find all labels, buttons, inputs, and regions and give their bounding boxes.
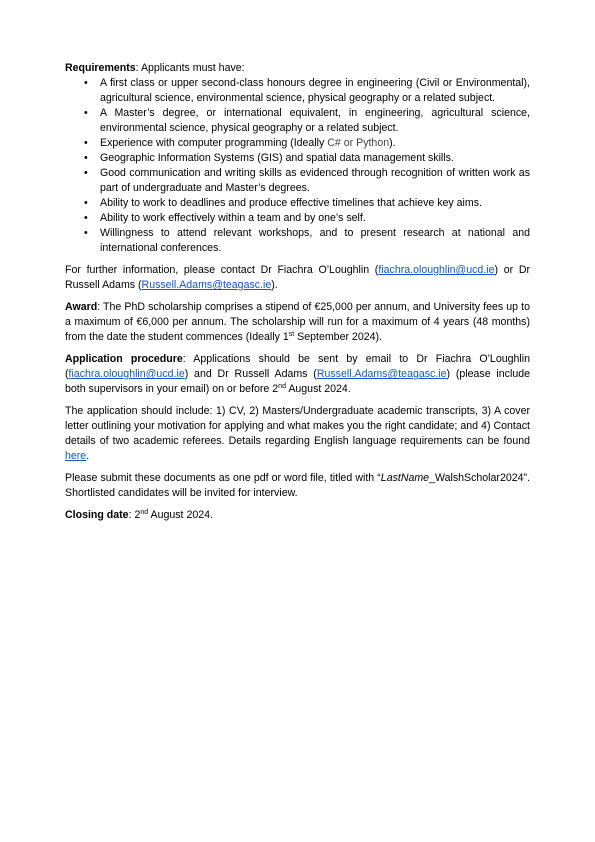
- closing-date-text: : 2: [128, 509, 141, 521]
- english-requirements-link[interactable]: here: [65, 450, 87, 462]
- ordinal-suffix: nd: [278, 383, 286, 390]
- application-procedure-heading: Application procedure: [65, 353, 183, 365]
- submission-text-end: ”. Shortlisted candidates will be invited for interview.: [65, 472, 530, 499]
- requirement-text: Ability to work effectively within a team and by one’s self.: [100, 212, 366, 224]
- programming-languages: C# or Python: [327, 137, 390, 149]
- award-text: : The PhD scholarship comprises a stipend of €25,000 per annum, and University fees up to a maximum of €6,000 per annum. The scholarship will run for a maximum of 4 years (48 months) from the date the student commences (Ideally 1: [65, 301, 530, 343]
- application-procedure-text-end: August 2024.: [285, 383, 351, 395]
- filename-rest: _WalshScholar2024: [429, 472, 524, 484]
- bullet-icon: •: [84, 77, 88, 89]
- contact-text: ).: [271, 279, 278, 291]
- requirements-heading: Requirements: [65, 62, 136, 74]
- award-text-end: September 2024).: [294, 331, 382, 343]
- contact-text: ) or Dr Russell Adams (: [65, 264, 530, 291]
- document-page: [65, 61, 530, 523]
- application-procedure-text: : Applications should be sent by email to Dr Fiachra O’Loughlin (: [65, 353, 530, 380]
- application-contents-text: The application should include: 1) CV, 2) Masters/Undergraduate academic transcripts, 3) A cover letter outlining your motivation for applying and what makes you the right candidate; and 4) Contact details of two academic referees. Details regarding English language requirements can be found: [65, 405, 530, 447]
- requirement-text: Good communication and writing skills as evidenced through recognition of written work as part of undergraduate and Master’s degrees.: [100, 167, 530, 194]
- award-heading: Award: [65, 301, 98, 313]
- list-item: [65, 76, 530, 106]
- application-contents-paragraph: [65, 404, 530, 464]
- bullet-icon: •: [84, 197, 88, 209]
- list-item: [65, 151, 530, 166]
- requirements-intro-text: : Applicants must have:: [135, 62, 245, 74]
- filename-lastname: LastName: [380, 472, 430, 484]
- requirement-text: Geographic Information Systems (GIS) and spatial data management skills.: [100, 152, 454, 164]
- ordinal-suffix: st: [288, 331, 295, 338]
- bullet-icon: •: [84, 167, 88, 179]
- requirements-intro: [65, 61, 530, 76]
- application-procedure-text: ) and Dr Russell Adams (: [184, 368, 317, 380]
- requirement-text: A Master’s degree, or international equivalent, in engineering, agricultural science, environmental science, physical geography or a related subject.: [100, 107, 530, 134]
- email-link-adams[interactable]: Russell.Adams@teagasc.ie: [141, 279, 272, 291]
- requirement-text: A first class or upper second-class honours degree in engineering (Civil or Environmental), agricultural science, environmental science, physical geography or a related subject.: [100, 77, 530, 104]
- bullet-icon: •: [84, 107, 88, 119]
- list-item: [65, 196, 530, 211]
- requirements-list: [65, 76, 530, 256]
- application-contents-text-end: .: [86, 450, 90, 462]
- contact-paragraph: [65, 263, 530, 293]
- submission-paragraph: [65, 471, 530, 501]
- bullet-icon: •: [84, 152, 88, 164]
- list-item: [65, 136, 530, 151]
- requirement-text: Willingness to attend relevant workshops, and to present research at national and international conferences.: [100, 227, 530, 254]
- email-link-adams[interactable]: Russell.Adams@teagasc.ie: [316, 368, 447, 380]
- bullet-icon: •: [84, 137, 88, 149]
- list-item: [65, 166, 530, 196]
- application-procedure-paragraph: [65, 352, 530, 397]
- ordinal-suffix: nd: [140, 509, 149, 516]
- list-item: [65, 226, 530, 256]
- contact-text: For further information, please contact Dr Fiachra O’Loughlin (: [65, 264, 379, 276]
- closing-date-text-end: August 2024.: [148, 509, 213, 521]
- requirement-text-end: ).: [389, 137, 396, 149]
- closing-date-heading: Closing date: [65, 509, 129, 521]
- requirement-text: Ability to work to deadlines and produce effective timelines that achieve key aims.: [100, 197, 482, 209]
- application-procedure-text: ) (please include both supervisors in your email) on or before 2: [65, 368, 531, 395]
- closing-date-paragraph: [65, 508, 530, 523]
- requirement-text: Experience with computer programming (Ideally: [100, 137, 328, 149]
- award-paragraph: [65, 300, 530, 345]
- bullet-icon: •: [84, 227, 88, 239]
- list-item: [65, 211, 530, 226]
- submission-text: Please submit these documents as one pdf or word file, titled with “: [65, 472, 381, 484]
- list-item: [65, 106, 530, 136]
- bullet-icon: •: [84, 212, 88, 224]
- email-link-oloughlin[interactable]: fiachra.oloughlin@ucd.ie: [378, 264, 495, 276]
- email-link-oloughlin[interactable]: fiachra.oloughlin@ucd.ie: [68, 368, 185, 380]
